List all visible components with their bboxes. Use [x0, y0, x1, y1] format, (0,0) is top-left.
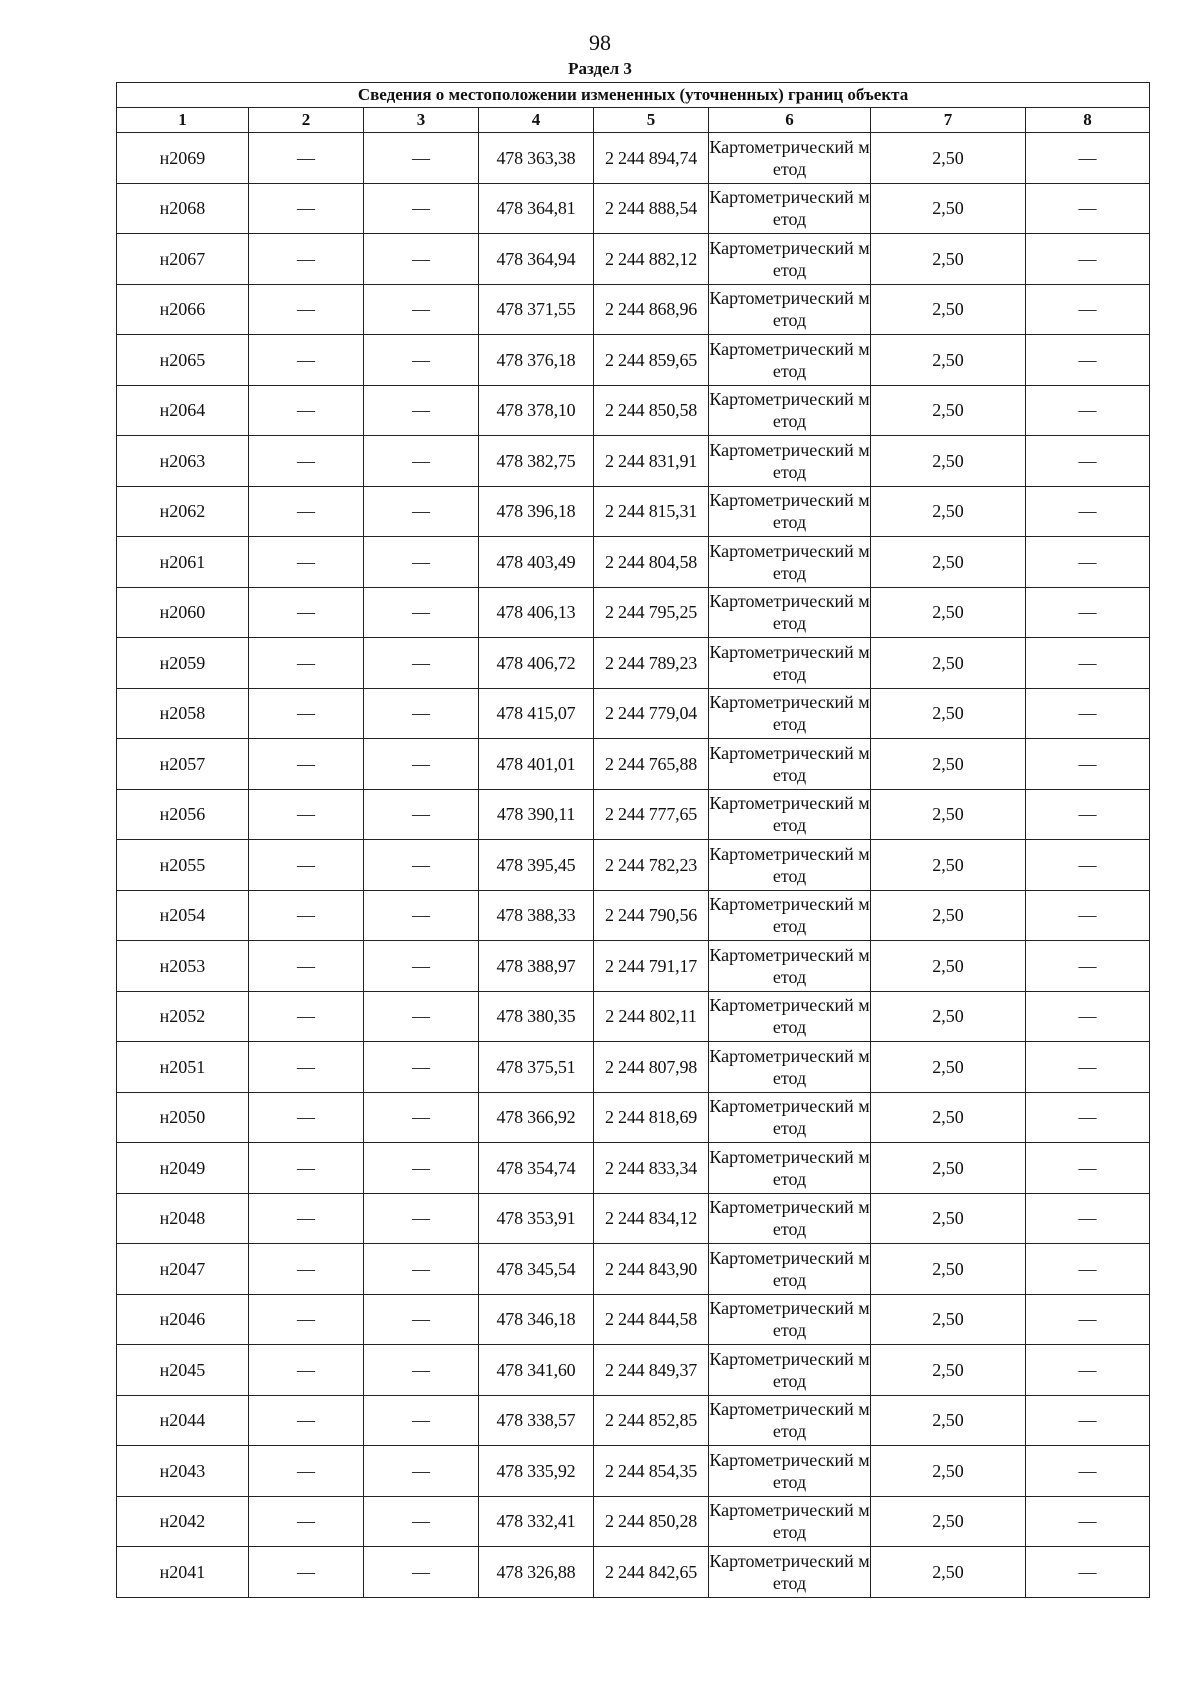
point-id-cell: н2053 — [117, 941, 249, 992]
method-cell: Картометрический метод — [709, 587, 871, 638]
table-row — [117, 941, 1150, 992]
empty-value-cell: — — [249, 1294, 364, 1345]
point-id-cell: н2045 — [117, 1345, 249, 1396]
empty-value-cell: — — [249, 1395, 364, 1446]
empty-value-cell: — — [364, 1193, 479, 1244]
empty-value-cell: — — [364, 890, 479, 941]
method-cell: Картометрический метод — [709, 436, 871, 487]
accuracy-cell: 2,50 — [871, 1143, 1026, 1194]
empty-value-cell: — — [1026, 133, 1150, 184]
table-row — [117, 991, 1150, 1042]
x-coordinate-cell: 478 401,01 — [479, 739, 594, 790]
method-cell: Картометрический метод — [709, 133, 871, 184]
x-coordinate-cell: 478 364,94 — [479, 234, 594, 285]
method-cell: Картометрический метод — [709, 1193, 871, 1244]
column-number-row — [117, 108, 1150, 133]
empty-value-cell: — — [1026, 1294, 1150, 1345]
table-row — [117, 385, 1150, 436]
x-coordinate-cell: 478 403,49 — [479, 537, 594, 588]
empty-value-cell: — — [1026, 1496, 1150, 1547]
empty-value-cell: — — [249, 284, 364, 335]
accuracy-cell: 2,50 — [871, 1547, 1026, 1598]
empty-value-cell: — — [249, 789, 364, 840]
empty-value-cell: — — [1026, 688, 1150, 739]
empty-value-cell: — — [1026, 284, 1150, 335]
method-cell: Картометрический метод — [709, 1042, 871, 1093]
empty-value-cell: — — [249, 537, 364, 588]
column-number: 6 — [709, 108, 871, 133]
y-coordinate-cell: 2 244 843,90 — [594, 1244, 709, 1295]
table-row — [117, 1294, 1150, 1345]
x-coordinate-cell: 478 326,88 — [479, 1547, 594, 1598]
table-caption-row — [117, 83, 1150, 108]
method-cell: Картометрический метод — [709, 1446, 871, 1497]
empty-value-cell: — — [1026, 739, 1150, 790]
x-coordinate-cell: 478 415,07 — [479, 688, 594, 739]
empty-value-cell: — — [364, 991, 479, 1042]
empty-value-cell: — — [249, 133, 364, 184]
empty-value-cell: — — [364, 1446, 479, 1497]
y-coordinate-cell: 2 244 802,11 — [594, 991, 709, 1042]
empty-value-cell: — — [249, 183, 364, 234]
empty-value-cell: — — [249, 1446, 364, 1497]
table-row — [117, 133, 1150, 184]
x-coordinate-cell: 478 354,74 — [479, 1143, 594, 1194]
method-cell: Картометрический метод — [709, 1547, 871, 1598]
empty-value-cell: — — [249, 1496, 364, 1547]
table-row — [117, 1345, 1150, 1396]
method-cell: Картометрический метод — [709, 1496, 871, 1547]
y-coordinate-cell: 2 244 795,25 — [594, 587, 709, 638]
empty-value-cell: — — [249, 688, 364, 739]
section-title: Раздел 3 — [568, 59, 632, 78]
x-coordinate-cell: 478 366,92 — [479, 1092, 594, 1143]
y-coordinate-cell: 2 244 804,58 — [594, 537, 709, 588]
point-id-cell: н2056 — [117, 789, 249, 840]
empty-value-cell: — — [1026, 1547, 1150, 1598]
empty-value-cell: — — [364, 739, 479, 790]
accuracy-cell: 2,50 — [871, 133, 1026, 184]
empty-value-cell: — — [249, 1193, 364, 1244]
accuracy-cell: 2,50 — [871, 1092, 1026, 1143]
empty-value-cell: — — [249, 1345, 364, 1396]
x-coordinate-cell: 478 406,13 — [479, 587, 594, 638]
empty-value-cell: — — [1026, 991, 1150, 1042]
y-coordinate-cell: 2 244 850,28 — [594, 1496, 709, 1547]
point-id-cell: н2059 — [117, 638, 249, 689]
x-coordinate-cell: 478 376,18 — [479, 335, 594, 386]
x-coordinate-cell: 478 378,10 — [479, 385, 594, 436]
empty-value-cell: — — [364, 587, 479, 638]
empty-value-cell: — — [1026, 840, 1150, 891]
empty-value-cell: — — [364, 1143, 479, 1194]
y-coordinate-cell: 2 244 777,65 — [594, 789, 709, 840]
empty-value-cell: — — [364, 335, 479, 386]
method-cell: Картометрический метод — [709, 1395, 871, 1446]
empty-value-cell: — — [364, 436, 479, 487]
method-cell: Картометрический метод — [709, 1294, 871, 1345]
point-id-cell: н2062 — [117, 486, 249, 537]
empty-value-cell: — — [364, 941, 479, 992]
y-coordinate-cell: 2 244 888,54 — [594, 183, 709, 234]
x-coordinate-cell: 478 380,35 — [479, 991, 594, 1042]
empty-value-cell: — — [1026, 1395, 1150, 1446]
method-cell: Картометрический метод — [709, 688, 871, 739]
empty-value-cell: — — [249, 941, 364, 992]
empty-value-cell: — — [364, 1244, 479, 1295]
empty-value-cell: — — [1026, 1193, 1150, 1244]
empty-value-cell: — — [364, 840, 479, 891]
empty-value-cell: — — [1026, 1345, 1150, 1396]
y-coordinate-cell: 2 244 791,17 — [594, 941, 709, 992]
table-row — [117, 1547, 1150, 1598]
table-row — [117, 638, 1150, 689]
accuracy-cell: 2,50 — [871, 840, 1026, 891]
accuracy-cell: 2,50 — [871, 1042, 1026, 1093]
x-coordinate-cell: 478 388,97 — [479, 941, 594, 992]
empty-value-cell: — — [249, 486, 364, 537]
accuracy-cell: 2,50 — [871, 385, 1026, 436]
empty-value-cell: — — [1026, 587, 1150, 638]
empty-value-cell: — — [364, 1092, 479, 1143]
point-id-cell: н2060 — [117, 587, 249, 638]
point-id-cell: н2047 — [117, 1244, 249, 1295]
empty-value-cell: — — [249, 234, 364, 285]
empty-value-cell: — — [249, 991, 364, 1042]
point-id-cell: н2049 — [117, 1143, 249, 1194]
table-row — [117, 486, 1150, 537]
page-number: 98 — [589, 30, 611, 55]
y-coordinate-cell: 2 244 831,91 — [594, 436, 709, 487]
point-id-cell: н2043 — [117, 1446, 249, 1497]
table-row — [117, 1092, 1150, 1143]
table-row — [117, 183, 1150, 234]
empty-value-cell: — — [364, 1547, 479, 1598]
accuracy-cell: 2,50 — [871, 335, 1026, 386]
y-coordinate-cell: 2 244 815,31 — [594, 486, 709, 537]
x-coordinate-cell: 478 390,11 — [479, 789, 594, 840]
table-row — [117, 739, 1150, 790]
table-row — [117, 1446, 1150, 1497]
point-id-cell: н2069 — [117, 133, 249, 184]
accuracy-cell: 2,50 — [871, 183, 1026, 234]
accuracy-cell: 2,50 — [871, 739, 1026, 790]
x-coordinate-cell: 478 395,45 — [479, 840, 594, 891]
empty-value-cell: — — [249, 1042, 364, 1093]
empty-value-cell: — — [364, 1294, 479, 1345]
method-cell: Картометрический метод — [709, 1092, 871, 1143]
x-coordinate-cell: 478 332,41 — [479, 1496, 594, 1547]
method-cell: Картометрический метод — [709, 1143, 871, 1194]
y-coordinate-cell: 2 244 807,98 — [594, 1042, 709, 1093]
accuracy-cell: 2,50 — [871, 1496, 1026, 1547]
empty-value-cell: — — [249, 436, 364, 487]
empty-value-cell: — — [364, 183, 479, 234]
empty-value-cell: — — [1026, 537, 1150, 588]
method-cell: Картометрический метод — [709, 537, 871, 588]
table-caption: Сведения о местоположении измененных (уточненных) границ объекта — [117, 83, 1150, 108]
empty-value-cell: — — [1026, 1042, 1150, 1093]
accuracy-cell: 2,50 — [871, 1345, 1026, 1396]
y-coordinate-cell: 2 244 850,58 — [594, 385, 709, 436]
table-row — [117, 1042, 1150, 1093]
method-cell: Картометрический метод — [709, 890, 871, 941]
empty-value-cell: — — [364, 1496, 479, 1547]
table-row — [117, 234, 1150, 285]
y-coordinate-cell: 2 244 782,23 — [594, 840, 709, 891]
table-body — [117, 133, 1150, 1598]
empty-value-cell: — — [1026, 1092, 1150, 1143]
empty-value-cell: — — [364, 133, 479, 184]
y-coordinate-cell: 2 244 882,12 — [594, 234, 709, 285]
method-cell: Картометрический метод — [709, 991, 871, 1042]
y-coordinate-cell: 2 244 779,04 — [594, 688, 709, 739]
empty-value-cell: — — [1026, 1143, 1150, 1194]
column-number: 5 — [594, 108, 709, 133]
table-row — [117, 284, 1150, 335]
point-id-cell: н2052 — [117, 991, 249, 1042]
method-cell: Картометрический метод — [709, 284, 871, 335]
x-coordinate-cell: 478 341,60 — [479, 1345, 594, 1396]
empty-value-cell: — — [364, 234, 479, 285]
table-row — [117, 890, 1150, 941]
table-row — [117, 1193, 1150, 1244]
empty-value-cell: — — [249, 739, 364, 790]
empty-value-cell: — — [364, 638, 479, 689]
empty-value-cell: — — [1026, 486, 1150, 537]
accuracy-cell: 2,50 — [871, 537, 1026, 588]
empty-value-cell: — — [364, 688, 479, 739]
table-row — [117, 1395, 1150, 1446]
point-id-cell: н2041 — [117, 1547, 249, 1598]
column-number: 3 — [364, 108, 479, 133]
point-id-cell: н2061 — [117, 537, 249, 588]
empty-value-cell: — — [249, 1547, 364, 1598]
accuracy-cell: 2,50 — [871, 789, 1026, 840]
empty-value-cell: — — [364, 1395, 479, 1446]
table-row — [117, 789, 1150, 840]
y-coordinate-cell: 2 244 765,88 — [594, 739, 709, 790]
point-id-cell: н2067 — [117, 234, 249, 285]
y-coordinate-cell: 2 244 844,58 — [594, 1294, 709, 1345]
method-cell: Картометрический метод — [709, 941, 871, 992]
y-coordinate-cell: 2 244 818,69 — [594, 1092, 709, 1143]
method-cell: Картометрический метод — [709, 486, 871, 537]
empty-value-cell: — — [1026, 1244, 1150, 1295]
x-coordinate-cell: 478 335,92 — [479, 1446, 594, 1497]
table-row — [117, 1496, 1150, 1547]
accuracy-cell: 2,50 — [871, 436, 1026, 487]
column-number: 8 — [1026, 108, 1150, 133]
x-coordinate-cell: 478 375,51 — [479, 1042, 594, 1093]
column-number: 4 — [479, 108, 594, 133]
point-id-cell: н2068 — [117, 183, 249, 234]
empty-value-cell: — — [249, 335, 364, 386]
point-id-cell: н2058 — [117, 688, 249, 739]
empty-value-cell: — — [249, 1143, 364, 1194]
accuracy-cell: 2,50 — [871, 688, 1026, 739]
x-coordinate-cell: 478 353,91 — [479, 1193, 594, 1244]
empty-value-cell: — — [364, 385, 479, 436]
x-coordinate-cell: 478 338,57 — [479, 1395, 594, 1446]
y-coordinate-cell: 2 244 859,65 — [594, 335, 709, 386]
x-coordinate-cell: 478 388,33 — [479, 890, 594, 941]
table-row — [117, 436, 1150, 487]
method-cell: Картометрический метод — [709, 234, 871, 285]
empty-value-cell: — — [1026, 789, 1150, 840]
method-cell: Картометрический метод — [709, 385, 871, 436]
empty-value-cell: — — [1026, 436, 1150, 487]
point-id-cell: н2065 — [117, 335, 249, 386]
method-cell: Картометрический метод — [709, 1244, 871, 1295]
empty-value-cell: — — [1026, 234, 1150, 285]
y-coordinate-cell: 2 244 852,85 — [594, 1395, 709, 1446]
x-coordinate-cell: 478 364,81 — [479, 183, 594, 234]
empty-value-cell: — — [1026, 385, 1150, 436]
table-row — [117, 587, 1150, 638]
column-number: 1 — [117, 108, 249, 133]
point-id-cell: н2066 — [117, 284, 249, 335]
empty-value-cell: — — [364, 789, 479, 840]
x-coordinate-cell: 478 363,38 — [479, 133, 594, 184]
column-number: 2 — [249, 108, 364, 133]
method-cell: Картометрический метод — [709, 335, 871, 386]
y-coordinate-cell: 2 244 854,35 — [594, 1446, 709, 1497]
accuracy-cell: 2,50 — [871, 1244, 1026, 1295]
accuracy-cell: 2,50 — [871, 234, 1026, 285]
x-coordinate-cell: 478 371,55 — [479, 284, 594, 335]
empty-value-cell: — — [249, 587, 364, 638]
method-cell: Картометрический метод — [709, 739, 871, 790]
point-id-cell: н2051 — [117, 1042, 249, 1093]
empty-value-cell: — — [249, 840, 364, 891]
column-number: 7 — [871, 108, 1026, 133]
point-id-cell: н2054 — [117, 890, 249, 941]
method-cell: Картометрический метод — [709, 1345, 871, 1396]
accuracy-cell: 2,50 — [871, 638, 1026, 689]
table-row — [117, 840, 1150, 891]
x-coordinate-cell: 478 346,18 — [479, 1294, 594, 1345]
empty-value-cell: — — [249, 1244, 364, 1295]
point-id-cell: н2042 — [117, 1496, 249, 1547]
empty-value-cell: — — [364, 1345, 479, 1396]
point-id-cell: н2055 — [117, 840, 249, 891]
y-coordinate-cell: 2 244 833,34 — [594, 1143, 709, 1194]
table-row — [117, 335, 1150, 386]
empty-value-cell: — — [364, 537, 479, 588]
x-coordinate-cell: 478 382,75 — [479, 436, 594, 487]
empty-value-cell: — — [249, 890, 364, 941]
empty-value-cell: — — [364, 1042, 479, 1093]
empty-value-cell: — — [249, 385, 364, 436]
empty-value-cell: — — [1026, 890, 1150, 941]
point-id-cell: н2044 — [117, 1395, 249, 1446]
point-id-cell: н2048 — [117, 1193, 249, 1244]
table-row — [117, 1244, 1150, 1295]
table-row — [117, 688, 1150, 739]
table-row — [117, 1143, 1150, 1194]
method-cell: Картометрический метод — [709, 840, 871, 891]
y-coordinate-cell: 2 244 790,56 — [594, 890, 709, 941]
point-id-cell: н2057 — [117, 739, 249, 790]
empty-value-cell: — — [1026, 638, 1150, 689]
empty-value-cell: — — [1026, 183, 1150, 234]
method-cell: Картометрический метод — [709, 638, 871, 689]
empty-value-cell: — — [1026, 941, 1150, 992]
y-coordinate-cell: 2 244 789,23 — [594, 638, 709, 689]
point-id-cell: н2050 — [117, 1092, 249, 1143]
empty-value-cell: — — [249, 638, 364, 689]
point-id-cell: н2046 — [117, 1294, 249, 1345]
y-coordinate-cell: 2 244 894,74 — [594, 133, 709, 184]
method-cell: Картометрический метод — [709, 183, 871, 234]
accuracy-cell: 2,50 — [871, 284, 1026, 335]
table-row — [117, 537, 1150, 588]
empty-value-cell: — — [1026, 1446, 1150, 1497]
accuracy-cell: 2,50 — [871, 991, 1026, 1042]
accuracy-cell: 2,50 — [871, 941, 1026, 992]
accuracy-cell: 2,50 — [871, 1446, 1026, 1497]
accuracy-cell: 2,50 — [871, 486, 1026, 537]
accuracy-cell: 2,50 — [871, 587, 1026, 638]
accuracy-cell: 2,50 — [871, 890, 1026, 941]
method-cell: Картометрический метод — [709, 789, 871, 840]
y-coordinate-cell: 2 244 868,96 — [594, 284, 709, 335]
y-coordinate-cell: 2 244 842,65 — [594, 1547, 709, 1598]
y-coordinate-cell: 2 244 834,12 — [594, 1193, 709, 1244]
empty-value-cell: — — [364, 486, 479, 537]
y-coordinate-cell: 2 244 849,37 — [594, 1345, 709, 1396]
empty-value-cell: — — [364, 284, 479, 335]
boundary-table — [116, 82, 1150, 1598]
x-coordinate-cell: 478 406,72 — [479, 638, 594, 689]
accuracy-cell: 2,50 — [871, 1193, 1026, 1244]
accuracy-cell: 2,50 — [871, 1395, 1026, 1446]
x-coordinate-cell: 478 345,54 — [479, 1244, 594, 1295]
point-id-cell: н2064 — [117, 385, 249, 436]
empty-value-cell: — — [1026, 335, 1150, 386]
point-id-cell: н2063 — [117, 436, 249, 487]
accuracy-cell: 2,50 — [871, 1294, 1026, 1345]
x-coordinate-cell: 478 396,18 — [479, 486, 594, 537]
empty-value-cell: — — [249, 1092, 364, 1143]
